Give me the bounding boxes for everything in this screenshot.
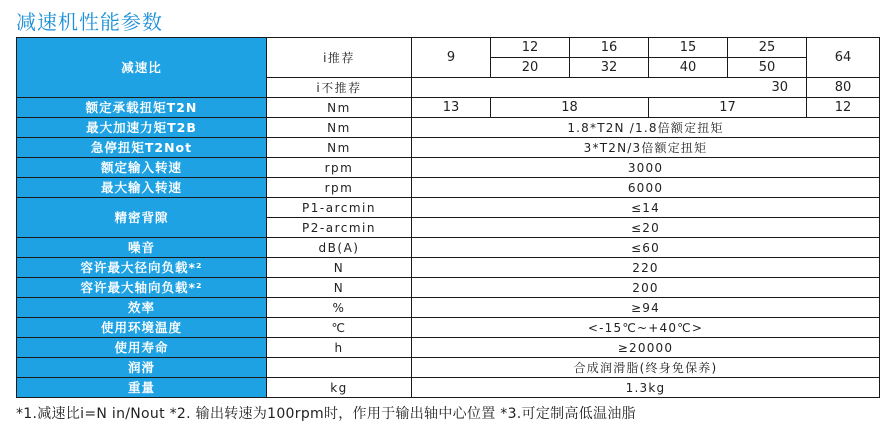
max-accel-torque-unit: Nm (267, 118, 412, 138)
backlash-p1-unit: P1-arcmin (267, 198, 412, 218)
axial-load-unit: N (267, 278, 412, 298)
table-row (17, 178, 880, 198)
emergency-torque-label: 急停扭矩T2Not (17, 138, 267, 158)
emergency-torque-unit: Nm (267, 138, 412, 158)
max-input-speed-value: 6000 (412, 178, 880, 198)
ratio-value: 16 (570, 38, 649, 58)
ambient-temp-value: <-15℃~+40℃> (412, 318, 880, 338)
max-input-speed-label: 最大输入转速 (17, 178, 267, 198)
table-row (17, 278, 880, 298)
rated-torque-value: 13 (412, 98, 491, 118)
table-row (17, 318, 880, 338)
footnote: *1.减速比i=N in/Nout *2. 输出转速为100rpm时，作用于输出轴中心位置 *3.可定制高低温油脂 (16, 406, 636, 422)
radial-load-unit: N (267, 258, 412, 278)
table-row (17, 358, 880, 378)
efficiency-value: ≥94 (412, 298, 880, 318)
ratio-value: 32 (570, 58, 649, 78)
max-accel-torque-value: 1.8*T2N /1.8倍额定扭矩 (412, 118, 880, 138)
efficiency-unit: % (267, 298, 412, 318)
backlash-p1-value: ≤14 (412, 198, 880, 218)
ratio-value: 9 (412, 38, 491, 78)
radial-load-label: 容许最大径向负载*² (17, 258, 267, 278)
ratio-value: 30 (412, 78, 807, 98)
ratio-value: 40 (649, 58, 728, 78)
ratio-label: 减速比 (17, 38, 267, 98)
rated-torque-label: 额定承载扭矩T2N (17, 98, 267, 118)
service-life-label: 使用寿命 (17, 338, 267, 358)
max-accel-torque-label: 最大加速力矩T2B (17, 118, 267, 138)
ratio-recommended-label: i推荐 (267, 38, 412, 78)
radial-load-value: 220 (412, 258, 880, 278)
backlash-p2-value: ≤20 (412, 218, 880, 238)
ratio-value: 15 (649, 38, 728, 58)
service-life-unit: h (267, 338, 412, 358)
table-row (17, 338, 880, 358)
ratio-value: 64 (807, 38, 880, 78)
ratio-value: 80 (807, 78, 880, 98)
ratio-value: 20 (491, 58, 570, 78)
ratio-not-recommended-label: i不推荐 (267, 78, 412, 98)
ambient-temp-label: 使用环境温度 (17, 318, 267, 338)
weight-label: 重量 (17, 378, 267, 398)
ratio-value: 25 (728, 38, 807, 58)
rated-torque-value: 18 (491, 98, 649, 118)
ambient-temp-unit: ℃ (267, 318, 412, 338)
table-row (17, 198, 880, 218)
table-row (17, 298, 880, 318)
lubrication-label: 润滑 (17, 358, 267, 378)
table-row (17, 118, 880, 138)
noise-unit: dB(A) (267, 238, 412, 258)
table-row (17, 238, 880, 258)
table-row (17, 138, 880, 158)
efficiency-label: 效率 (17, 298, 267, 318)
table-row (17, 158, 880, 178)
ratio-value: 12 (491, 38, 570, 58)
ratio-value: 50 (728, 58, 807, 78)
noise-value: ≤60 (412, 238, 880, 258)
table-row (17, 378, 880, 398)
weight-unit: kg (267, 378, 412, 398)
weight-value: 1.3kg (412, 378, 880, 398)
backlash-p2-unit: P2-arcmin (267, 218, 412, 238)
rated-input-speed-unit: rpm (267, 158, 412, 178)
rated-input-speed-value: 3000 (412, 158, 880, 178)
axial-load-value: 200 (412, 278, 880, 298)
service-life-value: ≥20000 (412, 338, 880, 358)
lubrication-unit (267, 358, 412, 378)
rated-torque-unit: Nm (267, 98, 412, 118)
rated-torque-value: 17 (649, 98, 807, 118)
table-row (17, 98, 880, 118)
rated-input-speed-label: 额定输入转速 (17, 158, 267, 178)
backlash-label: 精密背隙 (17, 198, 267, 238)
table-row (17, 38, 880, 58)
rated-torque-value: 12 (807, 98, 880, 118)
axial-load-label: 容许最大轴向负载*² (17, 278, 267, 298)
page-title: 减速机性能参数 (16, 10, 163, 34)
noise-label: 噪音 (17, 238, 267, 258)
max-input-speed-unit: rpm (267, 178, 412, 198)
emergency-torque-value: 3*T2N/3倍额定扭矩 (412, 138, 880, 158)
performance-table (16, 37, 880, 398)
table-row (17, 258, 880, 278)
lubrication-value: 合成润滑脂(终身免保养) (412, 358, 880, 378)
